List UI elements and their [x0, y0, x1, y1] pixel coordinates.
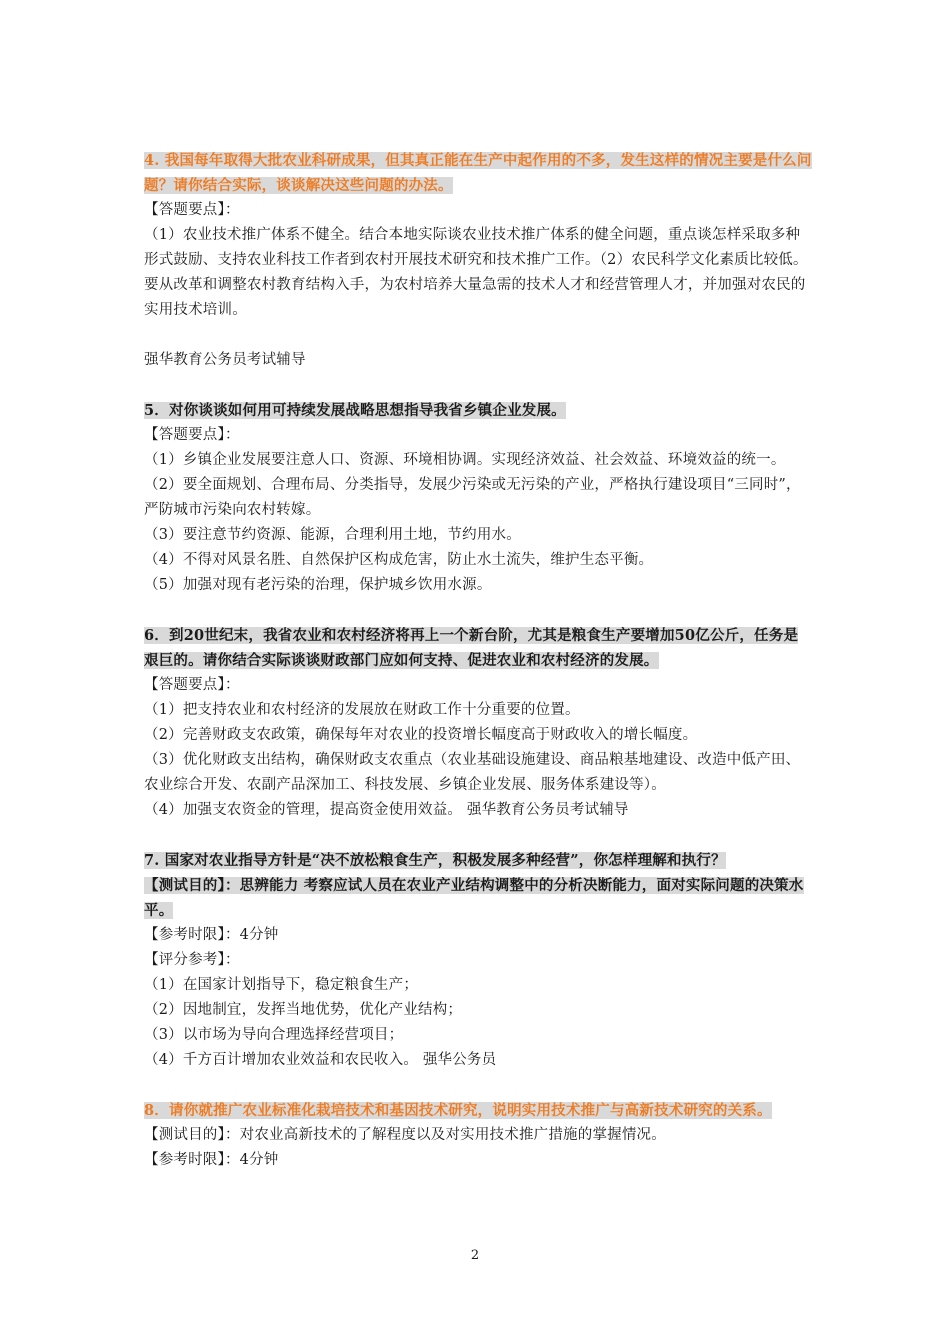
answer-6-point-3: （3）优化财政支出结构，确保财政支农重点（农业基础设施建设、商品粮基地建设、改造中低产田、农业综合开发、农副产品深加工、科技发展、乡镇企业发展、服务体系建设等）。 — [144, 752, 801, 793]
answer-label-5: 【答题要点】： — [144, 427, 240, 443]
answer-label-4: 【答题要点】： — [144, 202, 240, 218]
scoring-label-7: 【评分参考】： — [144, 952, 240, 968]
answer-4: （1）农业技术推广体系不健全。结合本地实际谈农业技术推广体系的健全问题，重点谈怎样采取多种形式鼓励、支持农业科技工作者到农村开展技术研究和技术推广工作。（2）农民科学文化素质比较低。要从改革和调整农村教育结构入手，为农村培养大量急需的技术人才和经营管理人才，并加强对农民的实用技术培训。 — [144, 227, 808, 318]
question-6: 6．到20世纪末，我省农业和农村经济将再上一个新台阶，尤其是粮食生产要增加50亿公斤，任务是艰巨的。请你结合实际谈谈财政部门应如何支持、促进农业和农村经济的发展。 — [144, 627, 799, 669]
question-5: 5．对你谈谈如何用可持续发展战略思想指导我省乡镇企业发展。 — [144, 402, 566, 419]
answer-6-point-2: （2）完善财政支农政策，确保每年对农业的投资增长幅度高于财政收入的增长幅度。 — [144, 727, 698, 743]
answer-5-point-2: （2）要全面规划、合理布局、分类指导，发展少污染或无污染的产业，严格执行建设项目“三同时”，严防城市污染向农村转嫁。 — [144, 477, 801, 518]
question-7: 7. 国家对农业指导方针是“决不放松粮食生产，积极发展多种经营”，你怎样理解和执行？ — [144, 852, 726, 869]
test-purpose-8: 【测试目的】：对农业高新技术的了解程度以及对实用技术推广措施的掌握情况。 — [144, 1127, 666, 1143]
answer-5-point-3: （3）要注意节约资源、能源，合理利用土地，节约用水。 — [144, 527, 521, 543]
question-8: 8．请你就推广农业标准化栽培技术和基因技术研究，说明实用技术推广与高新技术研究的关系。 — [144, 1102, 772, 1119]
scoring-7-point-1: （1）在国家计划指导下，稳定粮食生产； — [144, 977, 419, 993]
time-limit-8: 【参考时限】：4分钟 — [144, 1152, 279, 1168]
test-purpose-7: 【测试目的】：思辨能力 考察应试人员在农业产业结构调整中的分析决断能力，面对实际问题的决策水平。 — [144, 877, 804, 919]
footer-note-1: 强华教育公务员考试辅导 — [144, 352, 306, 368]
answer-5-point-4: （4）不得对风景名胜、自然保护区构成危害，防止水土流失，维护生态平衡。 — [144, 552, 654, 568]
page-number: 2 — [470, 1248, 480, 1263]
question-4: 4. 我国每年取得大批农业科研成果，但其真正能在生产中起作用的不多，发生这样的情况主要是什么问题？请你结合实际，谈谈解决这些问题的办法。 — [144, 152, 812, 194]
scoring-7-point-4: （4）千方百计增加农业效益和农民收入。 强华公务员 — [144, 1052, 497, 1068]
answer-5-point-1: （1）乡镇企业发展要注意人口、资源、环境相协调。实现经济效益、社会效益、环境效益的统一。 — [144, 452, 786, 468]
time-limit-7: 【参考时限】：4分钟 — [144, 927, 279, 943]
answer-6-point-4: （4）加强支农资金的管理，提高资金使用效益。 强华教育公务员考试辅导 — [144, 802, 629, 818]
answer-5-point-5: （5）加强对现有老污染的治理，保护城乡饮用水源。 — [144, 577, 492, 593]
scoring-7-point-3: （3）以市场为导向合理选择经营项目； — [144, 1027, 404, 1043]
document-body — [144, 148, 812, 1173]
answer-6-point-1: （1）把支持农业和农村经济的发展放在财政工作十分重要的位置。 — [144, 702, 580, 718]
scoring-7-point-2: （2）因地制宜，发挥当地优势，优化产业结构； — [144, 1002, 463, 1018]
answer-label-6: 【答题要点】： — [144, 677, 240, 693]
